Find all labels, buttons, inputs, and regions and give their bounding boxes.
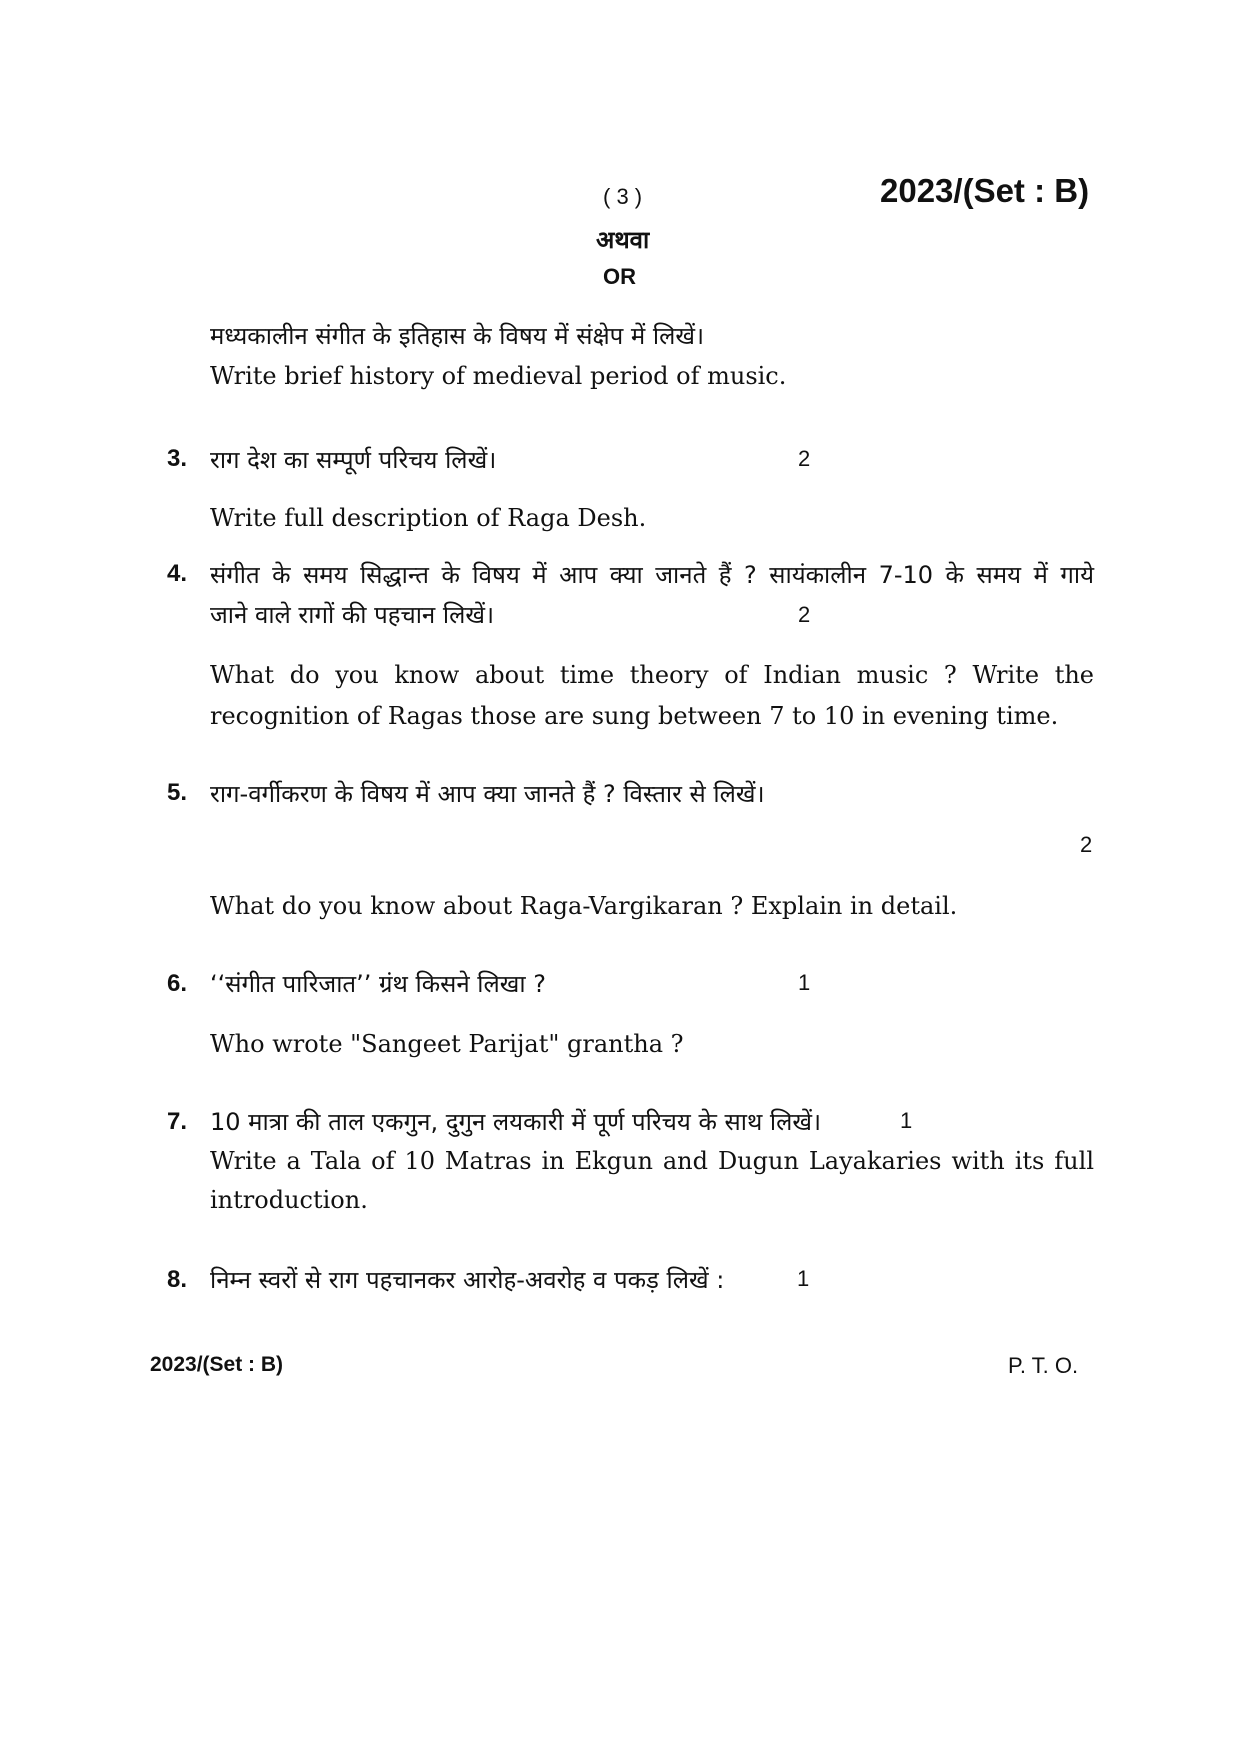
question-6-marks: 1 — [798, 970, 811, 995]
set-code-footer: 2023/(Set : B) — [150, 1353, 284, 1376]
question-7-english-line-1: Write a Tala of 10 Matras in Ekgun and Dugun Layakaries with its full — [210, 1147, 1094, 1175]
question-7-marks: 1 — [900, 1108, 913, 1133]
or-english-heading: OR — [603, 264, 636, 289]
question-6-hindi: ‘‘संगीत पारिजात’’ ग्रंथ किसने लिखा ? — [210, 970, 547, 998]
question-7-english-line-2: introduction. — [210, 1186, 368, 1214]
question-7-hindi: 10 मात्रा की ताल एकगुन, दुगुन लयकारी में पूर्ण परिचय के साथ लिखें। — [210, 1108, 822, 1136]
question-8-marks: 1 — [797, 1266, 810, 1291]
question-5-english: What do you know about Raga-Vargikaran ? Explain in detail. — [210, 892, 958, 920]
or-hindi-heading: अथवा — [596, 226, 650, 254]
question-4-english-line-1: What do you know about time theory of Indian music ? Write the — [210, 661, 1094, 689]
set-code-header: 2023/(Set : B) — [880, 172, 1090, 209]
page-number: ( 3 ) — [603, 184, 643, 209]
question-5-number: 5. — [167, 779, 188, 806]
question-5-marks: 2 — [1080, 832, 1093, 857]
question-4-hindi-line-1: संगीत के समय सिद्धान्त के विषय में आप क्या जानते हैं ? सायंकालीन 7-10 के समय में गाये — [210, 561, 1094, 589]
question-4-number: 4. — [167, 560, 188, 587]
pto-label: P. T. O. — [1008, 1353, 1079, 1378]
question-4-marks: 2 — [798, 602, 811, 627]
question-4-english-line-2: recognition of Ragas those are sung between 7 to 10 in evening time. — [210, 702, 1059, 730]
question-3-english: Write full description of Raga Desh. — [210, 504, 647, 532]
question-7-number: 7. — [167, 1108, 188, 1135]
intro-english-text: Write brief history of medieval period of music. — [210, 362, 787, 390]
question-5-hindi: राग-वर्गीकरण के विषय में आप क्या जानते हैं ? विस्तार से लिखें। — [210, 780, 765, 808]
question-3-hindi: राग देश का सम्पूर्ण परिचय लिखें। — [210, 446, 497, 474]
question-6-number: 6. — [167, 970, 188, 997]
question-4-hindi-line-2: जाने वाले रागों की पहचान लिखें। — [210, 601, 495, 629]
question-3-marks: 2 — [798, 446, 811, 471]
question-6-english: Who wrote "Sangeet Parijat" grantha ? — [210, 1030, 684, 1058]
question-3-number: 3. — [167, 445, 188, 472]
question-8-hindi: निम्न स्वरों से राग पहचानकर आरोह-अवरोह व पकड़ लिखें : — [210, 1266, 725, 1294]
question-8-number: 8. — [167, 1266, 188, 1293]
intro-hindi-text: मध्यकालीन संगीत के इतिहास के विषय में संक्षेप में लिखें। — [210, 322, 705, 350]
